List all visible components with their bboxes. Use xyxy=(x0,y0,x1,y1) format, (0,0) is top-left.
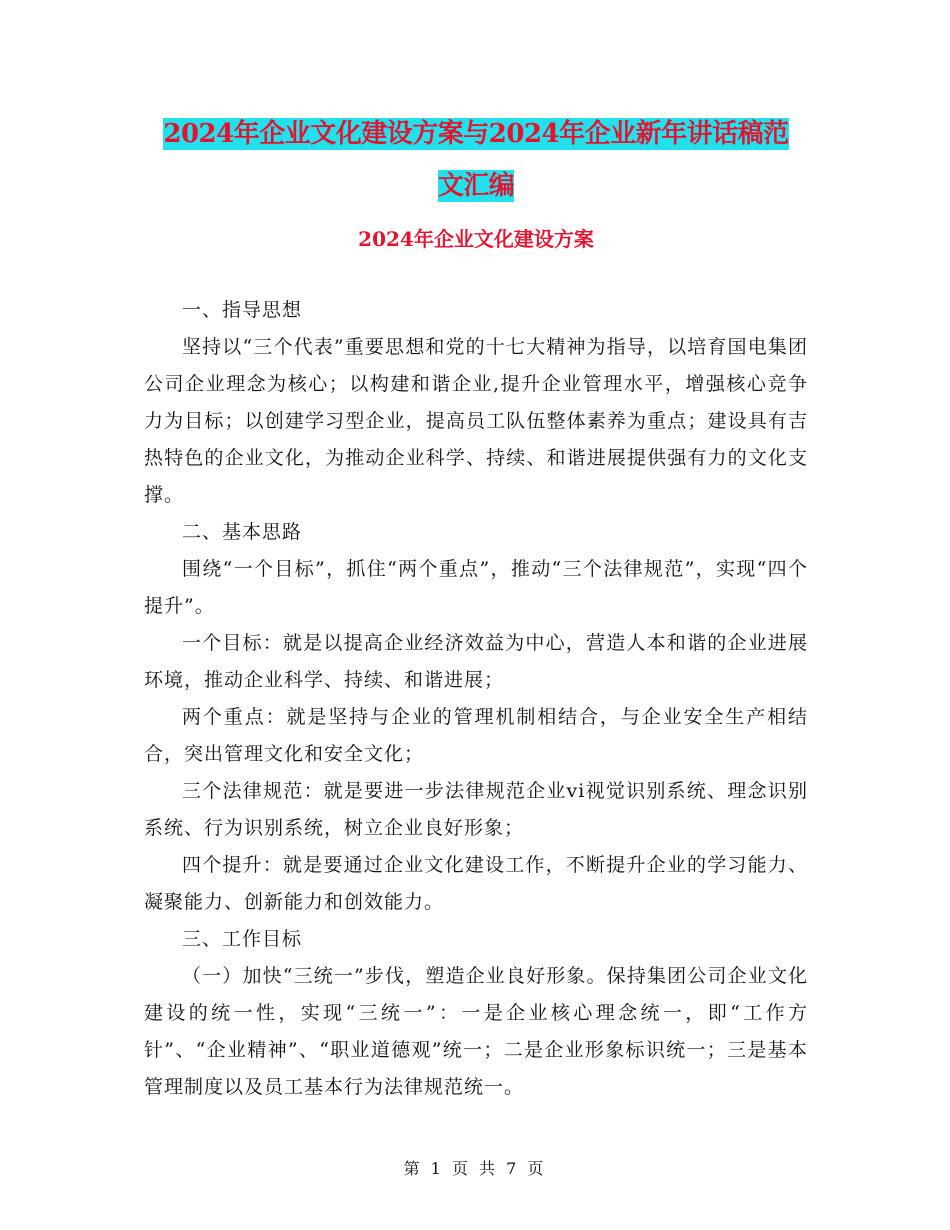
paragraph: 坚持以“三个代表”重要思想和党的十七大精神为指导，以培育国电集团公司企业理念为核心；以构建和谐企业,提升企业管理水平，增强核心竞争力为目标；以创建学习型企业，提高员工队伍整体素养为重点；建设具有吉热特色的企业文化，为推动企业科学、持续、和谐进展提供强有力的文化支撑。 xyxy=(144,336,808,506)
document-body xyxy=(144,292,808,1106)
paragraph: 三个法律规范：就是要进一步法律规范企业vi视觉识别系统、理念识别系统、行为识别系统，树立企业良好形象； xyxy=(144,780,808,839)
heading-guiding-ideology: 一、指导思想 xyxy=(182,299,303,321)
paragraph: 围绕“一个目标”，抓住“两个重点”，推动“三个法律规范”，实现“四个提升”。 xyxy=(144,558,808,617)
title-line-2: 文汇编 xyxy=(437,171,515,201)
paragraph: 两个重点：就是坚持与企业的管理机制相结合，与企业安全生产相结合，突出管理文化和安全文化； xyxy=(144,706,808,765)
heading-basic-approach: 二、基本思路 xyxy=(182,521,303,543)
paragraph: 四个提升：就是要通过企业文化建设工作，不断提升企业的学习能力、凝聚能力、创新能力和创效能力。 xyxy=(144,854,808,913)
document-title xyxy=(140,108,812,212)
title-line-1: 2024年企业文化建设方案与2024年企业新年讲话稿范 xyxy=(163,119,789,149)
section-title: 2024年企业文化建设方案 xyxy=(358,227,594,251)
heading-work-goals: 三、工作目标 xyxy=(182,928,303,950)
page-footer: 第 1 页 共 7 页 xyxy=(403,1159,547,1178)
paragraph: （一）加快“三统一”步伐，塑造企业良好形象。保持集团公司企业文化建设的统一性，实现“三统一”：一是企业核心理念统一，即“工作方针”、“企业精神”、“职业道德观”统一；二是企业形象标识统一；三是基本管理制度以及员工基本行为法律规范统一。 xyxy=(144,965,808,1098)
paragraph: 一个目标：就是以提高企业经济效益为中心，营造人本和谐的企业进展环境，推动企业科学、持续、和谐进展； xyxy=(144,632,808,691)
